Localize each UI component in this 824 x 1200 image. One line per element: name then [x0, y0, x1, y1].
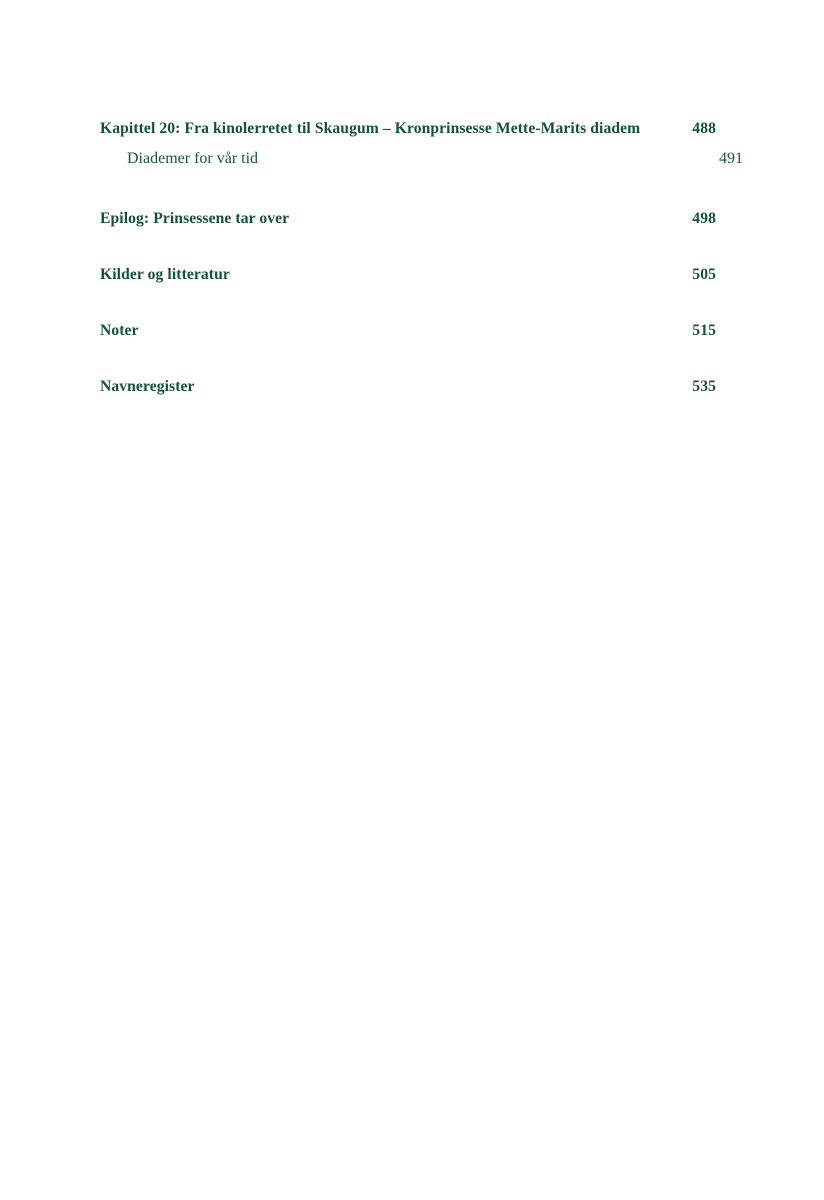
toc-entry-page: 515 — [692, 322, 716, 339]
toc-entry-title: Noter — [100, 322, 139, 339]
toc-entry-title: Kapittel 20: Fra kinolerretet til Skaugum – Kronprinsesse Mette-Marits diadem — [100, 120, 641, 137]
toc-entry-page: 488 — [692, 120, 716, 137]
toc-entry-title: Epilog: Prinsessene tar over — [100, 210, 290, 227]
toc-entry-page: 535 — [692, 378, 716, 395]
toc-entry-title: Navneregister — [100, 378, 195, 395]
toc-entry-kilder-og-litteratur[interactable] — [100, 266, 716, 284]
toc-entry-title: Kilder og litteratur — [100, 266, 230, 283]
toc-entry-noter[interactable] — [100, 322, 716, 340]
table-of-contents — [100, 120, 743, 396]
toc-entry-page: 498 — [692, 210, 716, 227]
toc-entry-page: 491 — [719, 150, 743, 167]
toc-entry-diademer-for-var-tid[interactable] — [100, 150, 743, 168]
toc-entry-title: Diademer for vår tid — [127, 150, 259, 167]
toc-entry-chapter-20[interactable] — [100, 120, 716, 138]
toc-entry-page: 505 — [692, 266, 716, 283]
toc-entry-navneregister[interactable] — [100, 378, 716, 396]
toc-entry-epilog[interactable] — [100, 210, 716, 228]
